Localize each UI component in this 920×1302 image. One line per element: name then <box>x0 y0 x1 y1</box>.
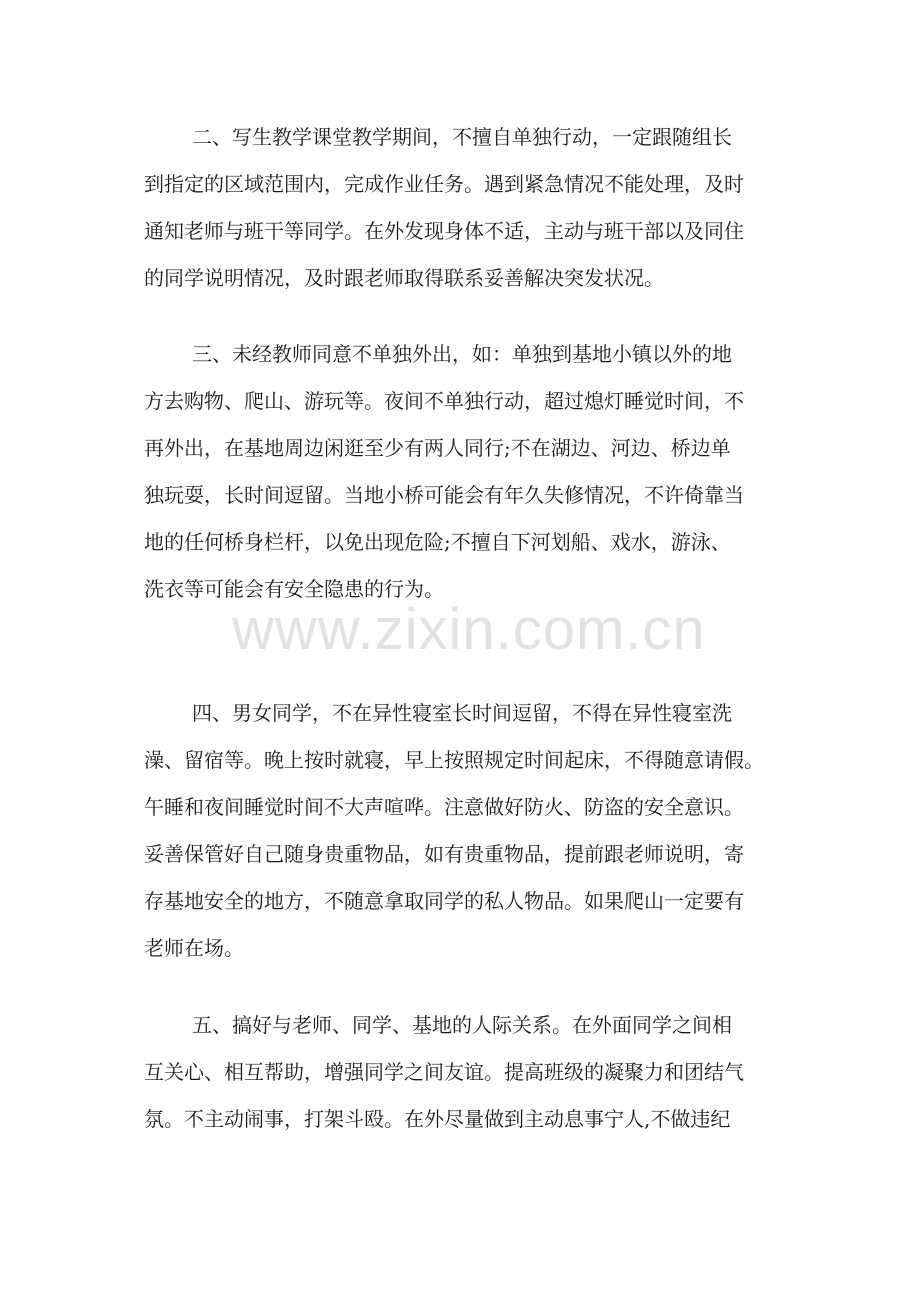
paragraph-line: 独玩耍，长时间逗留。当地小桥可能会有年久失修情况，不许倚靠当 <box>144 483 744 507</box>
watermark: www.zixin.com.cn <box>232 597 706 662</box>
paragraph-line: 存基地安全的地方，不随意拿取同学的私人物品。如果爬山一定要有 <box>144 889 744 913</box>
paragraph-line: 妥善保管好自己随身贵重物品，如有贵重物品，提前跟老师说明，寄 <box>144 842 744 866</box>
paragraph-line: 五、搞好与老师、同学、基地的人际关系。在外面同学之间相 <box>192 1013 732 1037</box>
paragraph-line: 二、写生教学课堂教学期间，不擅自单独行动，一定跟随组长 <box>192 125 732 149</box>
paragraph-line: 澡、留宿等。晚上按时就寝，早上按照规定时间起床，不得随意请假。 <box>144 748 764 772</box>
paragraph-line: 四、男女同学，不在异性寝室长时间逗留，不得在异性寝室洗 <box>192 701 732 725</box>
paragraph-line: 方去购物、爬山、游玩等。夜间不单独行动，超过熄灯睡觉时间，不 <box>144 389 744 413</box>
paragraph-section-4 <box>144 690 784 972</box>
paragraph-line: 午睡和夜间睡觉时间不大声喧哗。注意做好防火、防盗的安全意识。 <box>144 795 744 819</box>
paragraph-line: 再外出，在基地周边闲逛至少有两人同行;不在湖边、河边、桥边单 <box>144 436 731 460</box>
paragraph-section-3 <box>144 331 784 613</box>
paragraph-line: 氛。不主动闹事，打架斗殴。在外尽量做到主动息事宁人,不做违纪 <box>144 1107 731 1131</box>
paragraph-line: 的同学说明情况，及时跟老师取得联系妥善解决突发状况。 <box>144 266 664 290</box>
paragraph-line: 互关心、相互帮助，增强同学之间友谊。提高班级的凝聚力和团结气 <box>144 1060 744 1084</box>
paragraph-section-2 <box>144 114 784 302</box>
paragraph-line: 到指定的区域范围内，完成作业任务。遇到紧急情况不能处理，及时 <box>144 172 744 196</box>
paragraph-section-5 <box>144 1002 784 1143</box>
paragraph-line: 老师在场。 <box>144 936 244 960</box>
paragraph-line: 三、未经教师同意不单独外出，如：单独到基地小镇以外的地 <box>192 342 732 366</box>
paragraph-line: 通知老师与班干等同学。在外发现身体不适，主动与班干部以及同住 <box>144 219 744 243</box>
paragraph-line: 地的任何桥身栏杆，以免出现危险;不擅自下河划船、戏水，游泳、 <box>144 530 731 554</box>
paragraph-line: 洗衣等可能会有安全隐患的行为。 <box>144 577 444 601</box>
